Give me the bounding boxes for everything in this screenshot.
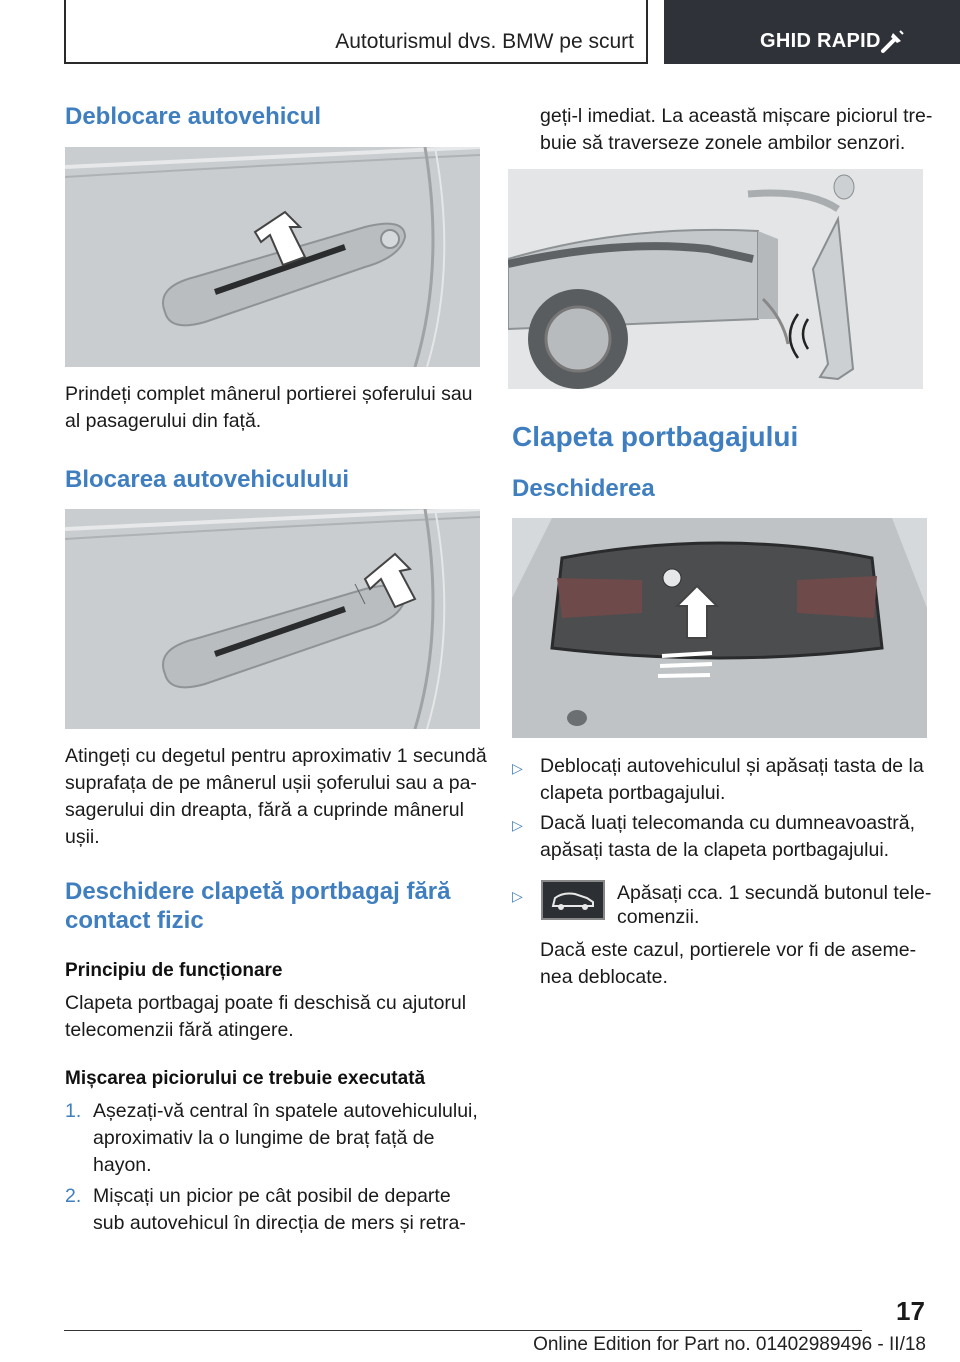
principle-heading: Principiu de funcționare [65, 960, 283, 981]
step-2-number: 2. [65, 1185, 82, 1207]
contactless-heading-line-1: Deschidere clapetă portbagaj fără [65, 878, 451, 905]
step-1-line-2: aproximativ la o lungime de braț față de [93, 1127, 435, 1149]
step-1-line-1: Așezați-vă central în spatele autovehiculului, [93, 1100, 478, 1122]
car-trunk-button-icon [541, 880, 605, 920]
triangle-bullet-icon: ▷ [512, 888, 523, 904]
door-handle-unlock-image [65, 147, 480, 367]
lock-caption-line-4: ușii. [65, 826, 100, 848]
bullet-2-line-2: apăsați tasta de la clapeta portbagajului. [540, 839, 890, 861]
tab-label: GHID RAPID [760, 30, 881, 52]
door-handle-lock-image [65, 509, 480, 729]
contactless-heading-line-2: contact fizic [65, 907, 204, 934]
bullet-2-line-1: Dacă luați telecomanda cu dumneavoastră, [540, 812, 916, 834]
open-heading: Deschiderea [512, 475, 655, 502]
unlock-caption-line-1: Prindeți complet mânerul portierei șoferului sau [65, 383, 473, 405]
triangle-bullet-icon: ▷ [512, 760, 523, 776]
after-text-line-2: nea deblocate. [540, 966, 668, 988]
step-1-line-3: hayon. [93, 1154, 152, 1176]
unlock-heading: Deblocare autovehicul [65, 103, 322, 130]
trunk-heading: Clapeta portbagajului [512, 421, 799, 452]
movement-heading: Mișcarea piciorului ce trebuie executată [65, 1068, 426, 1089]
lock-heading: Blocarea autovehiculului [65, 466, 350, 493]
step-2-line-2: sub autovehicul în direcția de mers și retra‐ [93, 1212, 466, 1234]
tab-quick-guide[interactable] [664, 0, 960, 64]
lock-caption-line-3: sagerului din dreapta, fără a cuprinde mânerul [65, 799, 464, 821]
principle-text-line-2: telecomenzii fără atingere. [65, 1019, 294, 1041]
unlock-caption-line-2: al pasagerului din față. [65, 410, 262, 432]
trunk-lid-image [512, 518, 927, 738]
bullet-1-line-2: clapeta portbagajului. [540, 782, 726, 804]
footer-divider [64, 1330, 862, 1331]
remote-bullet-line-1: Apăsați cca. 1 secundă butonul tele‐ [617, 882, 932, 904]
continued-text-line-1: geți-l imediat. La această mișcare piciorul tre‐ [540, 105, 933, 127]
lock-caption-line-2: suprafața de pe mânerul ușii șoferului sau a pa‐ [65, 772, 477, 794]
bullet-1-line-1: Deblocați autovehiculul și apăsați tasta de la [540, 755, 924, 777]
step-2-line-1: Mișcați un picior pe cât posibil de departe [93, 1185, 451, 1207]
principle-text-line-1: Clapeta portbagaj poate fi deschisă cu ajutorul [65, 992, 467, 1014]
page-number: 17 [896, 1296, 925, 1326]
triangle-bullet-icon: ▷ [512, 817, 523, 833]
remote-bullet-line-2: comenzii. [617, 906, 700, 928]
quick-guide-icon [880, 28, 906, 54]
lock-caption-line-1: Atingeți cu degetul pentru aproximativ 1 secundă [65, 745, 487, 767]
foot-gesture-image [508, 169, 923, 389]
edition-text: Online Edition for Part no. 01402989496 - II/18 [533, 1334, 926, 1355]
section-title: Autoturismul dvs. BMW pe scurt [335, 30, 634, 53]
after-text-line-1: Dacă este cazul, portierele vor fi de aseme‐ [540, 939, 917, 961]
continued-text-line-2: buie să traverseze zonele ambilor senzori. [540, 132, 906, 154]
step-1-number: 1. [65, 1100, 82, 1122]
